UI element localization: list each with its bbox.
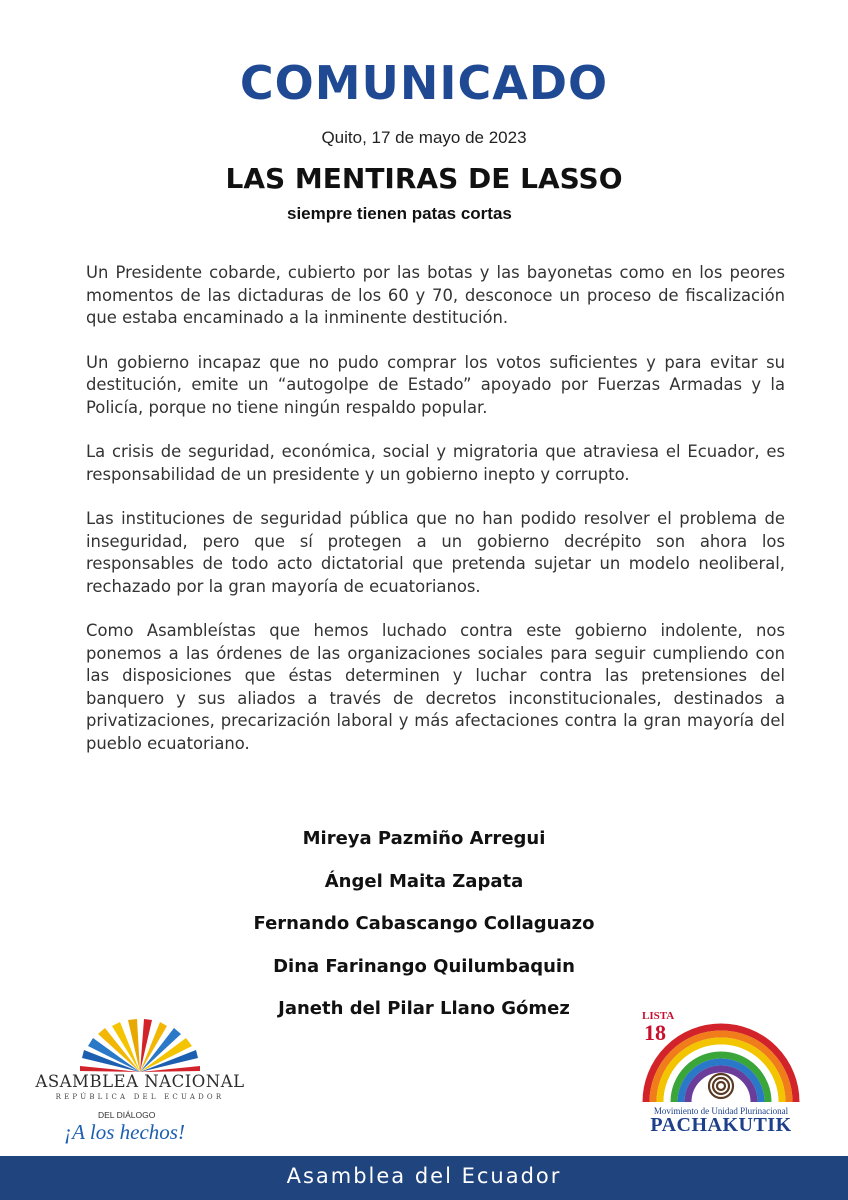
asamblea-tagline-small: DEL DIÁLOGO <box>98 1110 156 1120</box>
paragraph-2: Un gobierno incapaz que no pudo comprar los votos suficientes y para evitar su destitución, emite un “autogolpe de Estado” apoyado por Fuerzas Armadas y la Policía, porque no tiene ningún respaldo popular. <box>86 352 785 417</box>
sun-rays-icon <box>34 1018 246 1074</box>
paragraph-5: Como Asambleístas que hemos luchado contra este gobierno indolente, nos ponemos a las órdenes de las organizaciones sociales para seguir cumpliendo con las disposiciones que éstas determinen y luchar contra las pretensiones del banquero y sus aliados a través de decretos inconstitucionales, destinados a privatizaciones, precarización laboral y más afectaciones contra la gran mayoría del pueblo ecuatoriano. <box>86 621 785 753</box>
lista-label: LISTA <box>642 1010 675 1022</box>
lista-number: 18 <box>644 1020 666 1045</box>
document-title: COMUNICADO <box>239 56 609 110</box>
paragraph-3: La crisis de seguridad, económica, social y migratoria que atraviesa el Ecuador, es responsabilidad de un presidente y un gobierno inepto y corrupto. <box>86 442 785 484</box>
asamblea-name: ASAMBLEA NACIONAL <box>35 1072 245 1091</box>
asamblea-nacional-logo <box>34 1018 246 1148</box>
paragraph-4: Las instituciones de seguridad pública que no han podido resolver el problema de inseguridad, pero que sí protegen a un gobierno decrépito son ahora los responsables de todo acto dictatorial que pretenda sujetar un modelo neoliberal, rechazado por la gran mayoría de ecuatorianos. <box>86 509 785 596</box>
pachakutik-logo <box>636 1010 806 1140</box>
paragraph-1: Un Presidente cobarde, cubierto por las botas y las bayonetas como en los peores momentos de las dictaduras de los 60 y 70, desconoce un proceso de fiscalización que estaba encaminado a la inminente destitución. <box>86 263 785 327</box>
asamblea-tagline: ¡A los hechos! <box>64 1120 185 1144</box>
headline: LAS MENTIRAS DE LASSO <box>225 162 623 195</box>
signatory-name: Janeth del Pilar Llano Gómez <box>278 998 570 1019</box>
body-text <box>86 262 785 777</box>
document-date: Quito, 17 de mayo de 2023 <box>321 128 527 147</box>
footer-bar <box>0 1156 848 1200</box>
movement-label: Movimiento de Unidad Plurinacional <box>653 1106 789 1116</box>
signatory-name: Ángel Maita Zapata <box>324 870 524 892</box>
signatories-list <box>0 826 848 1039</box>
pachakutik-name: PACHAKUTIK <box>650 1114 792 1136</box>
footer-text: Asamblea del Ecuador <box>286 1164 562 1188</box>
subheadline: siempre tienen patas cortas <box>287 204 512 223</box>
signatory-name: Mireya Pazmiño Arregui <box>302 828 546 849</box>
signatory-name: Fernando Cabascango Collaguazo <box>253 913 595 934</box>
asamblea-subtitle: REPÚBLICA DEL ECUADOR <box>55 1093 225 1101</box>
signatory-name: Dina Farinango Quilumbaquin <box>273 955 575 977</box>
rainbow-spiral-icon <box>636 1010 806 1106</box>
